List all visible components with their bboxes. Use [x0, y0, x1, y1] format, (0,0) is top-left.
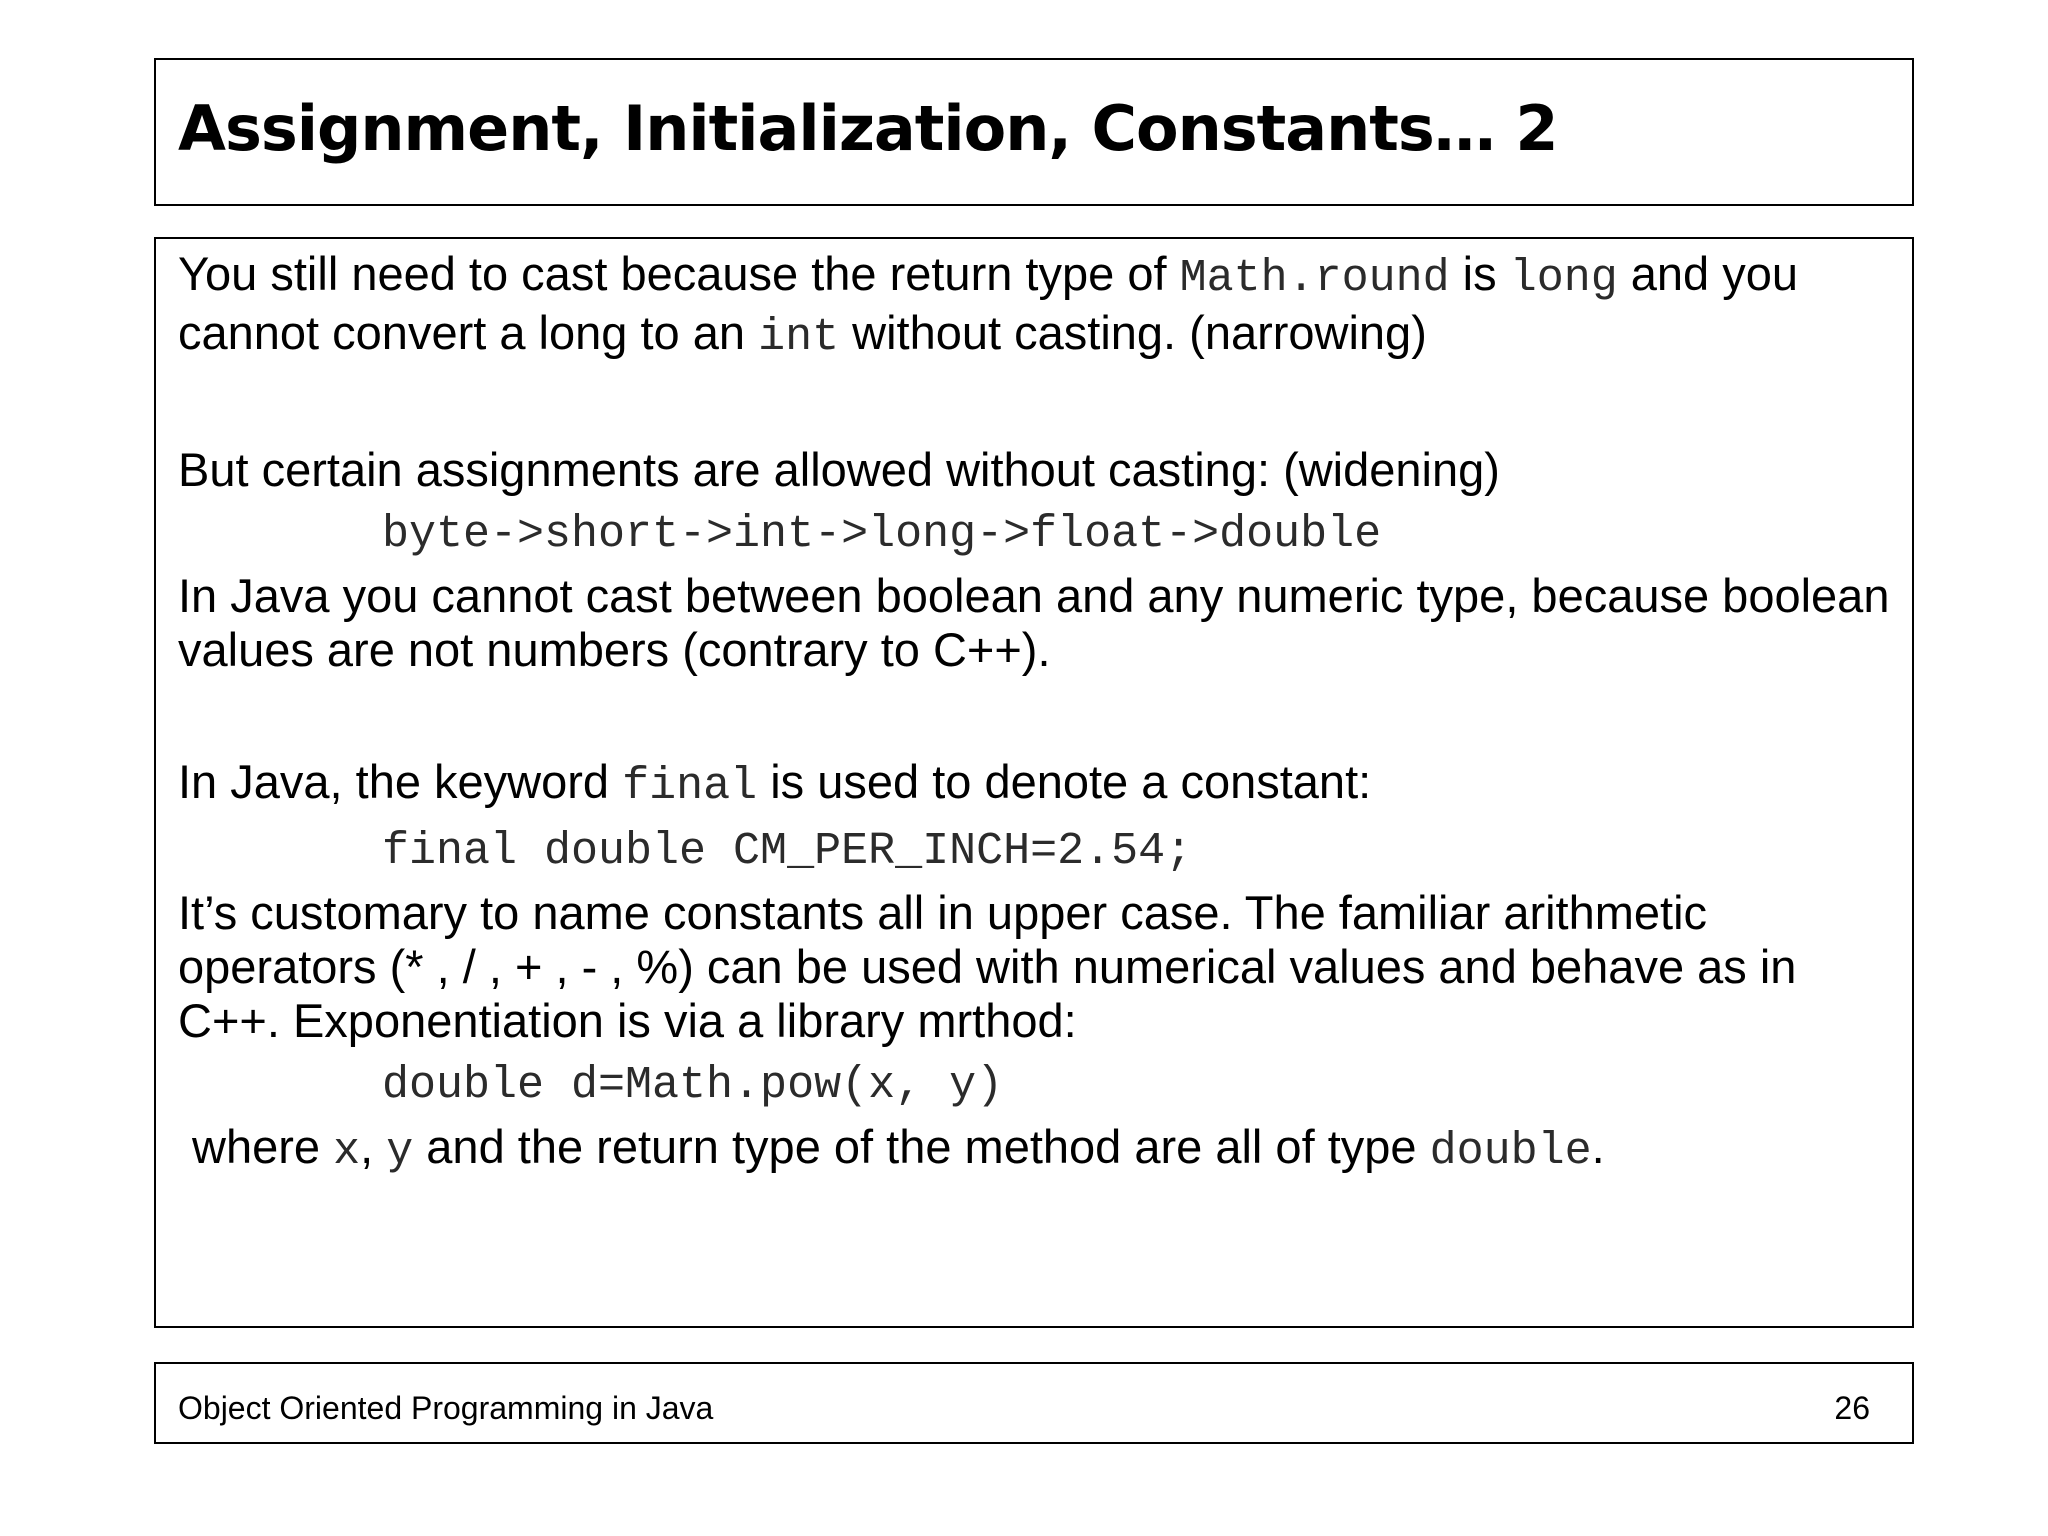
code-widening-chain: byte->short->int->long->float->double [382, 509, 1382, 560]
text: In Java, the keyword [178, 755, 623, 808]
slide-title: Assignment, Initialization, Constants… 2 [178, 92, 1558, 165]
title-box [154, 58, 1914, 206]
paragraph-narrowing [178, 247, 1892, 365]
inline-code-long: long [1509, 253, 1618, 304]
text: You still need to cast because the return type of [178, 247, 1180, 300]
text: is used to denote a constant: [757, 755, 1372, 808]
page-number: 26 [1834, 1390, 1870, 1426]
inline-code-math-round: Math.round [1179, 253, 1450, 304]
footer-box [154, 1362, 1914, 1444]
inline-code-x: x [333, 1126, 361, 1177]
text: , [360, 1120, 387, 1173]
content-box [154, 237, 1914, 1328]
inline-code-y: y [386, 1126, 414, 1177]
inline-code-final: final [622, 761, 758, 812]
inline-code-int: int [758, 312, 840, 363]
text: without casting. (narrowing) [839, 306, 1427, 359]
code-math-pow: double d=Math.pow(x, y) [382, 1060, 1004, 1111]
inline-code-double: double [1429, 1126, 1592, 1177]
paragraph-operators: It’s customary to name constants all in upper case. The familiar arithmetic operators (* , / , + , - , %) can be used with numerical values and behave as in C++. Exponentiation is via a library mrthod: [178, 886, 1797, 1047]
text: and the return type of the method are all of type [413, 1120, 1430, 1173]
text: and you cannot convert a long to an [178, 247, 1799, 359]
text: . [1591, 1120, 1605, 1173]
footer-course-title: Object Oriented Programming in Java [178, 1390, 714, 1426]
paragraph-widening: But certain assignments are allowed without casting: (widening) [178, 443, 1500, 496]
paragraph-final [178, 755, 1892, 814]
paragraph-boolean: In Java you cannot cast between boolean and any numeric type, because boolean values are not numbers (contrary to C++). [178, 569, 1890, 676]
text: is [1449, 247, 1510, 300]
slide-body [178, 247, 1892, 1179]
code-constant-declaration: final double CM_PER_INCH=2.54; [382, 826, 1193, 877]
text: where [192, 1120, 334, 1173]
paragraph-where [178, 1120, 1892, 1179]
